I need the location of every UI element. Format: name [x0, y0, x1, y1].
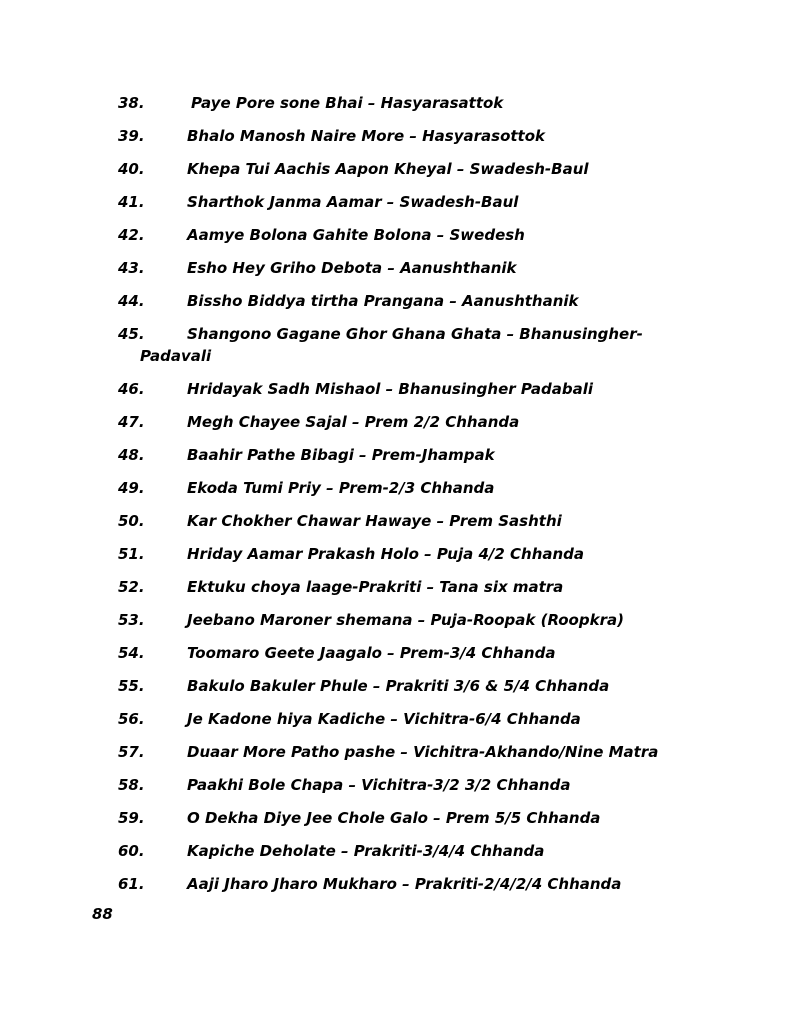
list-item	[0, 705, 791, 738]
list-item	[0, 870, 791, 903]
item-text: Kar Chokher Chawar Hawaye – Prem Sashthi	[187, 512, 562, 530]
item-text: Ektuku choya laage-Prakriti – Tana six matra	[187, 578, 564, 596]
list-item	[0, 188, 791, 221]
list-item	[0, 540, 791, 573]
item-number: 60.	[118, 842, 145, 860]
item-text: Megh Chayee Sajal – Prem 2/2 Chhanda	[187, 413, 520, 431]
list-item	[0, 408, 791, 441]
item-number: 38.	[118, 94, 145, 112]
item-number: 42.	[118, 226, 145, 244]
item-number: 61.	[118, 875, 145, 893]
item-number: 48.	[118, 446, 145, 464]
page-number: 88	[92, 905, 113, 923]
item-text: Esho Hey Griho Debota – Aanushthanik	[187, 259, 517, 277]
item-number: 56.	[118, 710, 145, 728]
item-number: 45.	[118, 325, 145, 343]
item-text: Jeebano Maroner shemana – Puja-Roopak (Roopkra)	[187, 611, 624, 629]
item-number: 54.	[118, 644, 145, 662]
item-text: Aamye Bolona Gahite Bolona – Swedesh	[187, 226, 525, 244]
item-text: Bissho Biddya tirtha Prangana – Aanushthanik	[187, 292, 579, 310]
item-number: 41.	[118, 193, 145, 211]
list-item	[0, 254, 791, 287]
item-text: Kapiche Deholate – Prakriti-3/4/4 Chhanda	[187, 842, 545, 860]
item-text: Ekoda Tumi Priy – Prem-2/3 Chhanda	[187, 479, 495, 497]
item-text: Paye Pore sone Bhai – Hasyarasattok	[191, 94, 504, 112]
item-number: 51.	[118, 545, 145, 563]
list-item	[0, 122, 791, 155]
item-number: 52.	[118, 578, 145, 596]
item-text: O Dekha Diye Jee Chole Galo – Prem 5/5 Chhanda	[187, 809, 601, 827]
list-item	[0, 639, 791, 672]
item-number: 39.	[118, 127, 145, 145]
item-text: Baahir Pathe Bibagi – Prem-Jhampak	[187, 446, 495, 464]
item-text-continuation: Padavali	[140, 347, 212, 365]
item-number: 40.	[118, 160, 145, 178]
item-number: 59.	[118, 809, 145, 827]
song-list	[0, 89, 791, 903]
item-text: Bhalo Manosh Naire More – Hasyarasottok	[187, 127, 546, 145]
list-item	[0, 573, 791, 606]
item-number: 49.	[118, 479, 145, 497]
list-item	[0, 155, 791, 188]
item-number: 43.	[118, 259, 145, 277]
list-item	[0, 606, 791, 639]
item-text: Je Kadone hiya Kadiche – Vichitra-6/4 Chhanda	[187, 710, 581, 728]
list-item	[0, 738, 791, 771]
item-text: Toomaro Geete Jaagalo – Prem-3/4 Chhanda	[187, 644, 556, 662]
item-text: Hriday Aamar Prakash Holo – Puja 4/2 Chhanda	[187, 545, 585, 563]
item-text: Paakhi Bole Chapa – Vichitra-3/2 3/2 Chhanda	[187, 776, 571, 794]
item-number: 55.	[118, 677, 145, 695]
item-text: Bakulo Bakuler Phule – Prakriti 3/6 & 5/4 Chhanda	[187, 677, 610, 695]
item-text: Sharthok Janma Aamar – Swadesh-Baul	[187, 193, 519, 211]
list-item	[0, 441, 791, 474]
list-item	[0, 474, 791, 507]
list-item	[0, 837, 791, 870]
item-number: 57.	[118, 743, 145, 761]
item-text: Khepa Tui Aachis Aapon Kheyal – Swadesh-Baul	[187, 160, 589, 178]
list-item	[0, 771, 791, 804]
item-text: Aaji Jharo Jharo Mukharo – Prakriti-2/4/2/4 Chhanda	[187, 875, 622, 893]
item-number: 50.	[118, 512, 145, 530]
list-item	[0, 507, 791, 540]
item-number: 46.	[118, 380, 145, 398]
item-text: Hridayak Sadh Mishaol – Bhanusingher Padabali	[187, 380, 594, 398]
list-item	[0, 672, 791, 705]
list-item	[0, 375, 791, 408]
item-number: 58.	[118, 776, 145, 794]
list-item	[0, 320, 791, 375]
item-number: 44.	[118, 292, 145, 310]
list-item	[0, 89, 791, 122]
list-item	[0, 287, 791, 320]
item-text: Duaar More Patho pashe – Vichitra-Akhando/Nine Matra	[187, 743, 659, 761]
list-item	[0, 221, 791, 254]
item-number: 47.	[118, 413, 145, 431]
item-text: Shangono Gagane Ghor Ghana Ghata – Bhanusingher-	[187, 325, 643, 343]
list-item	[0, 804, 791, 837]
item-number: 53.	[118, 611, 145, 629]
